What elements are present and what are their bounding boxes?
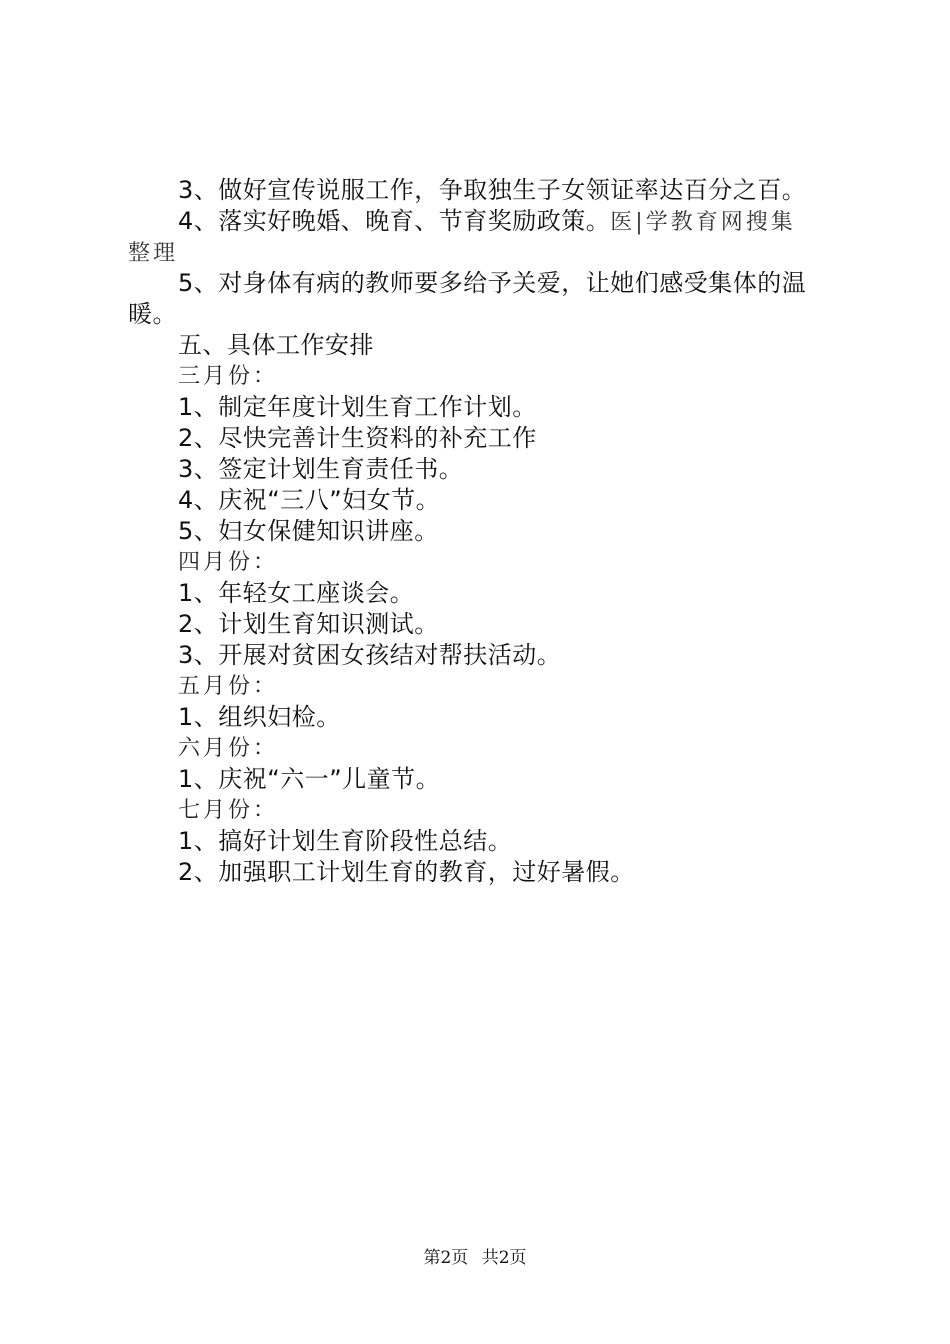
watermark-note: 医|学教育网搜集 — [610, 210, 796, 235]
month-heading: 三月份： — [178, 364, 279, 389]
list-item-continuation — [128, 237, 832, 268]
month-heading: 七月份： — [178, 798, 279, 823]
list-item: 1、庆祝“六一”儿童节。 — [178, 765, 441, 793]
page-total: 共2页 — [481, 1248, 527, 1268]
list-item: 5、对身体有病的教师要多给予关爱，让她们感受集体的温 — [178, 269, 807, 297]
page-footer — [0, 1243, 950, 1268]
document-body — [128, 175, 832, 888]
list-item: 1、制定年度计划生育工作计划。 — [178, 393, 537, 421]
list-item: 3、开展对贫困女孩结对帮扶活动。 — [178, 641, 562, 669]
month-heading: 四月份： — [178, 550, 279, 575]
month-heading: 五月份： — [178, 674, 279, 699]
list-item: 1、搞好计划生育阶段性总结。 — [178, 827, 513, 855]
list-item — [128, 206, 832, 237]
list-item: 2、加强职工计划生育的教育，过好暑假。 — [178, 858, 635, 886]
page-number: 第2页 — [423, 1248, 469, 1268]
section-heading: 五、具体工作安排 — [178, 331, 374, 359]
list-item: 4、庆祝“三八”妇女节。 — [178, 486, 441, 514]
list-item: 2、计划生育知识测试。 — [178, 610, 439, 638]
list-item-text: 4、落实好晚婚、晚育、节育奖励政策。 — [178, 207, 611, 235]
list-item: 2、尽快完善计生资料的补充工作 — [178, 424, 537, 452]
list-item: 1、组织妇检。 — [178, 703, 341, 731]
list-item: 3、做好宣传说服工作，争取独生子女领证率达百分之百。 — [178, 176, 807, 204]
list-item: 5、妇女保健知识讲座。 — [178, 517, 439, 545]
list-item: 3、签定计划生育责任书。 — [178, 455, 464, 483]
watermark-note: 整理 — [128, 241, 179, 266]
list-item: 1、年轻女工座谈会。 — [178, 579, 415, 607]
list-item-continuation: 暖。 — [128, 300, 177, 328]
month-heading: 六月份： — [178, 736, 279, 761]
